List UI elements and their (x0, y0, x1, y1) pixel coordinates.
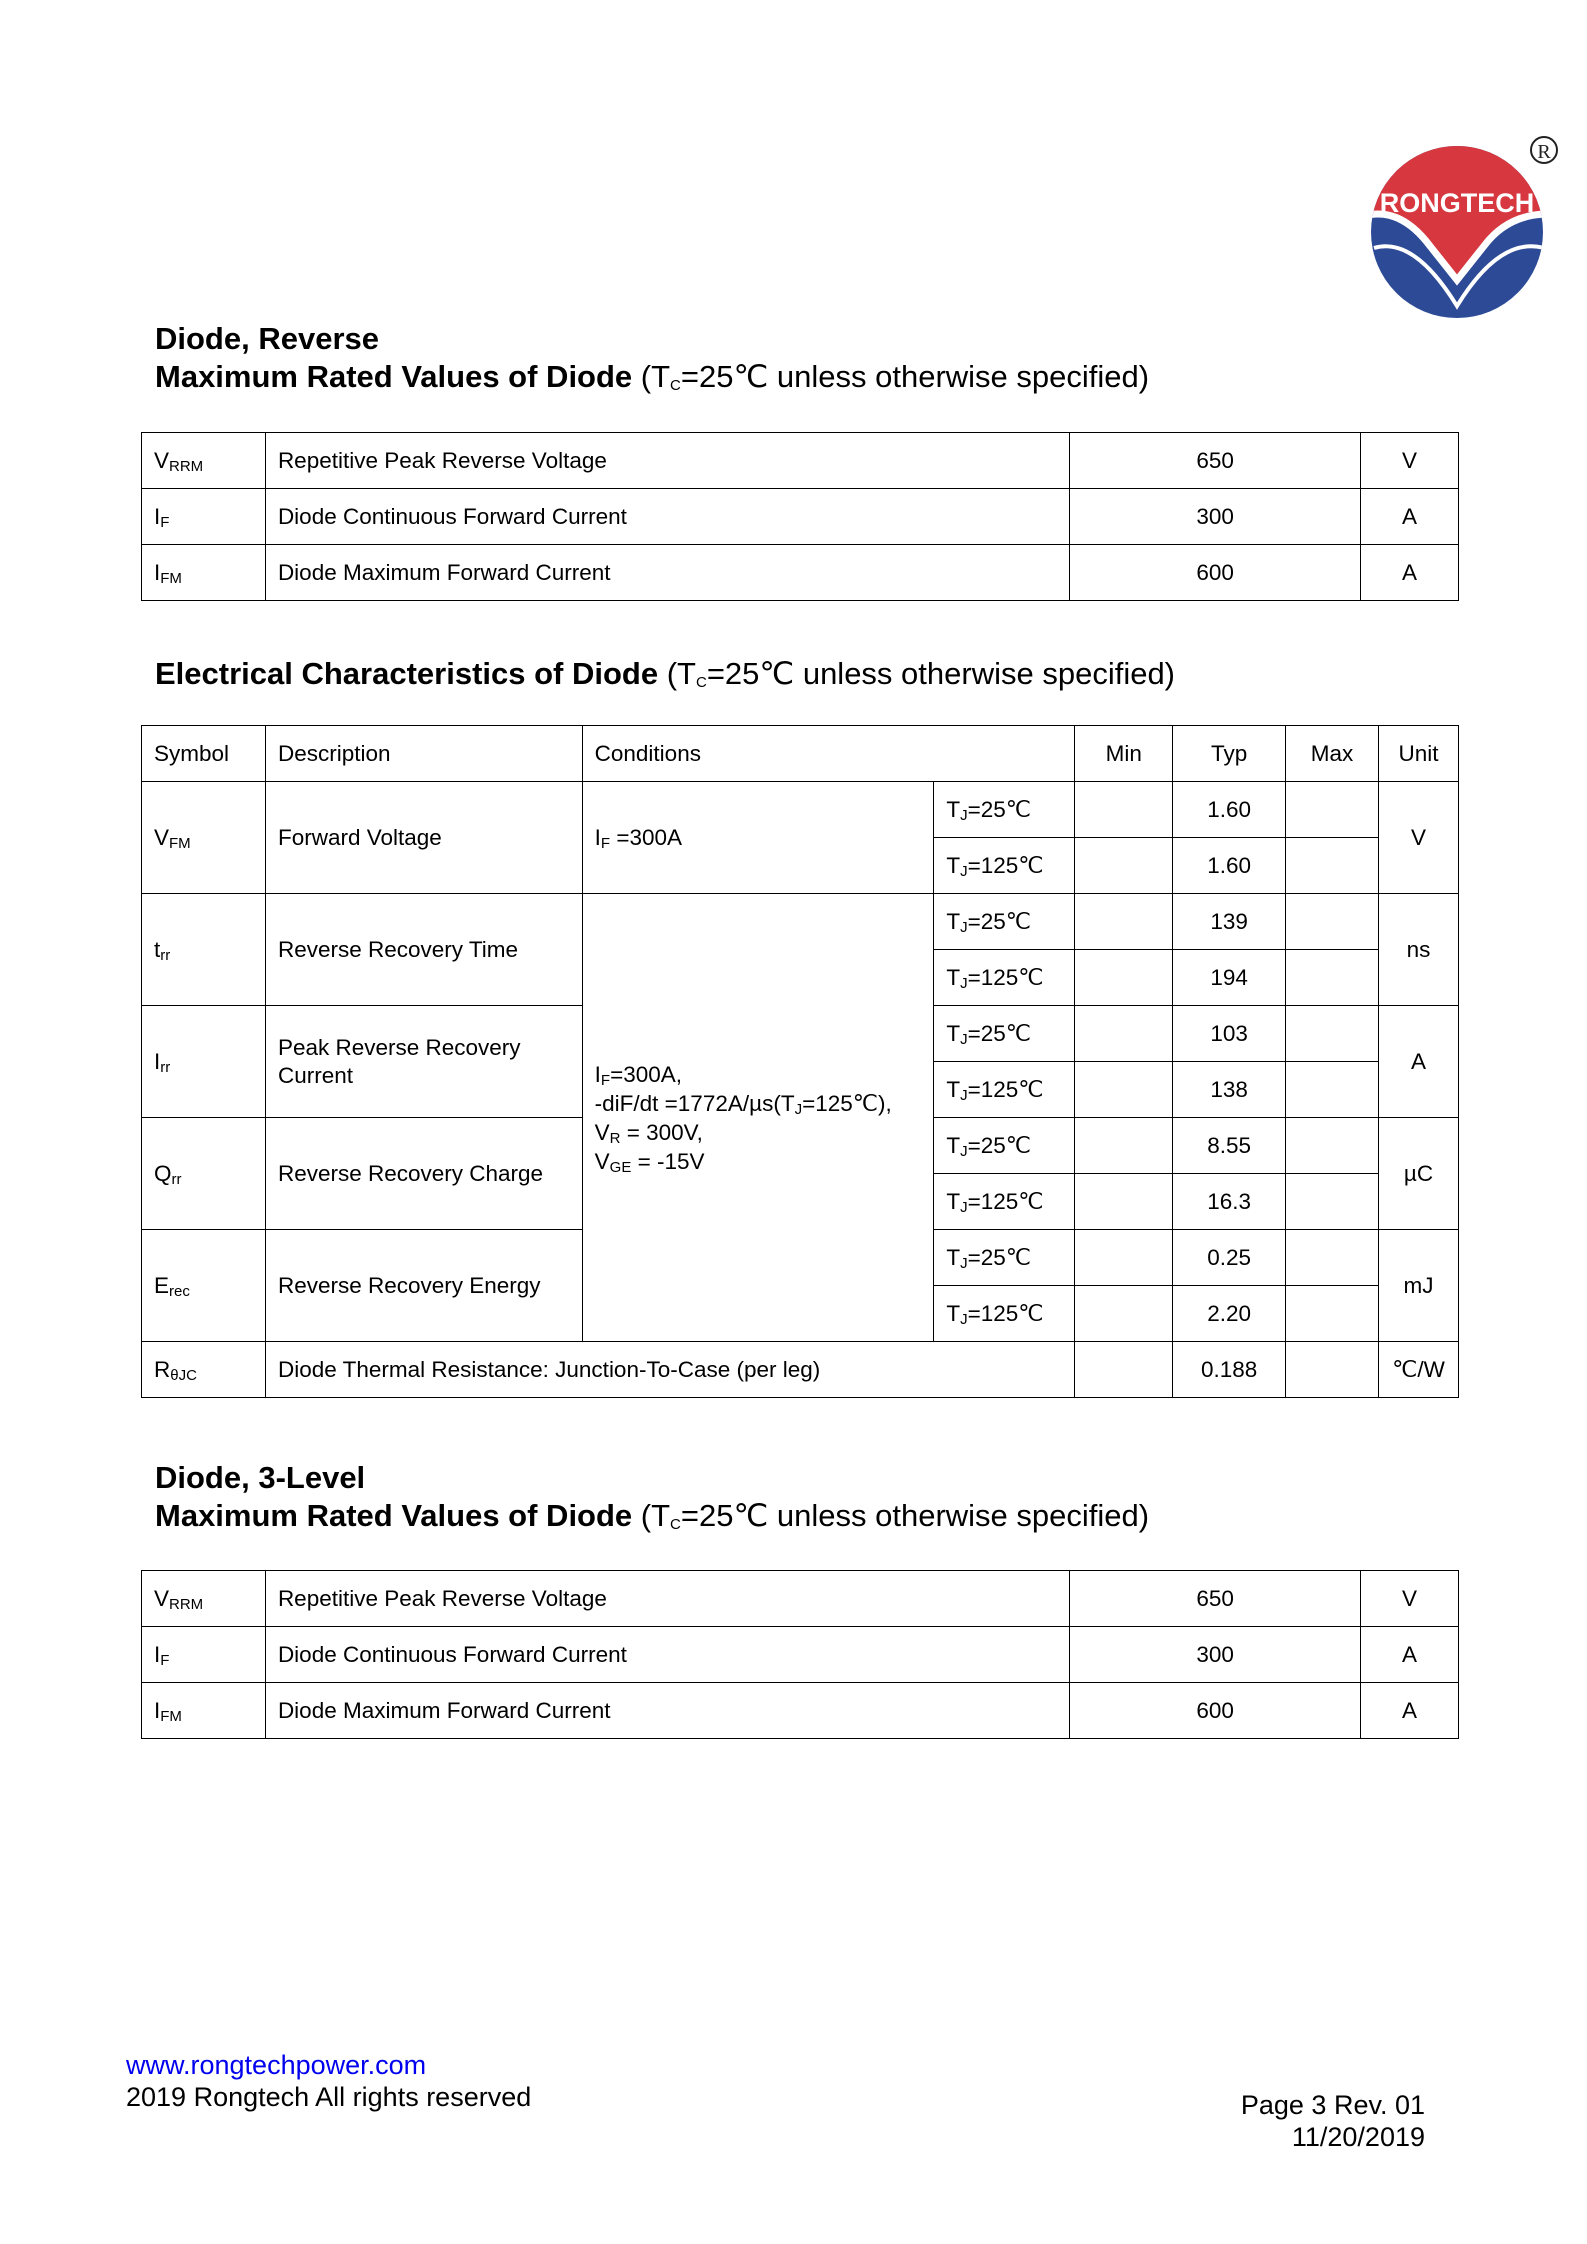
symbol-cell: $R_{\theta JC}$ (142, 1342, 266, 1398)
description-cell: Repetitive Peak Reverse Voltage (265, 1571, 1069, 1627)
section1-subtitle: Maximum Rated Values of Diode (155, 359, 633, 394)
tj-cell: $T_J=25℃$ (934, 1006, 1075, 1062)
description-cell: Forward Voltage (265, 782, 582, 894)
unit-cell: A (1361, 489, 1459, 545)
description-cell: Diode Maximum Forward Current (265, 1683, 1069, 1739)
table-row (142, 1627, 1459, 1683)
symbol-cell: $I_F$ (142, 1627, 266, 1683)
description-cell: Diode Continuous Forward Current (265, 1627, 1069, 1683)
section1-title: Diode, Reverse (155, 321, 379, 356)
electrical-characteristics-table (141, 725, 1459, 1398)
description-cell: Peak Reverse Recovery Current (265, 1006, 582, 1118)
revision-date: 11/20/2019 (1291, 2122, 1425, 2152)
symbol-cell: $I_{FM}$ (142, 1683, 266, 1739)
typ-cell: 139 (1173, 894, 1286, 950)
symbol-cell: $V_{RRM}$ (142, 433, 266, 489)
description-cell: Diode Continuous Forward Current (265, 489, 1069, 545)
unit-cell: V (1361, 1571, 1459, 1627)
section2-heading: Electrical Characteristics of Diode ($T_C=25℃$ unless otherwise specified) (155, 656, 1176, 691)
logo-brand: RONGTECH (1379, 188, 1535, 218)
tj-cell: $T_J=25℃$ (934, 1118, 1075, 1174)
description-cell: Reverse Recovery Charge (265, 1118, 582, 1230)
header-min: Min (1075, 726, 1173, 782)
header-conditions: Conditions (582, 726, 1075, 782)
unit-cell: A (1361, 1627, 1459, 1683)
unit-cell: A (1361, 1683, 1459, 1739)
page-number: Page 3 Rev. 01 (1240, 2090, 1425, 2120)
section3-title: Diode, 3-Level (155, 1460, 366, 1495)
typ-cell: 103 (1173, 1006, 1286, 1062)
description-cell: Diode Thermal Resistance: Junction-To-Case (per leg) (265, 1342, 1074, 1398)
value-cell: 650 (1070, 1571, 1361, 1627)
typ-cell: 1.60 (1173, 838, 1286, 894)
symbol-cell: $V_{RRM}$ (142, 1571, 266, 1627)
table-row (142, 1571, 1459, 1627)
unit-cell: ℃/W (1378, 1342, 1458, 1398)
symbol-cell: $E_{rec}$ (142, 1230, 266, 1342)
max-rated-table-reverse (141, 432, 1459, 601)
value-cell: 300 (1070, 489, 1361, 545)
table-row (142, 1683, 1459, 1739)
tj-cell: $T_J=25℃$ (934, 894, 1075, 950)
website-link[interactable]: www.rongtechpower.com (126, 2050, 427, 2080)
description-cell: Reverse Recovery Energy (265, 1230, 582, 1342)
tj-cell: $T_J=125℃$ (934, 1174, 1075, 1230)
symbol-cell: $I_{rr}$ (142, 1006, 266, 1118)
svg-text:R: R (1537, 141, 1551, 163)
copyright-text: 2019 Rongtech All rights reserved (126, 2082, 532, 2112)
unit-cell: µC (1378, 1118, 1458, 1230)
table-header-row (142, 726, 1459, 782)
header-description: Description (265, 726, 582, 782)
value-cell: 650 (1070, 433, 1361, 489)
unit-cell: mJ (1378, 1230, 1458, 1342)
condition-cell: $I_F =300A$ (582, 782, 934, 894)
unit-cell: V (1361, 433, 1459, 489)
header-symbol: Symbol (142, 726, 266, 782)
table-row (142, 1342, 1459, 1398)
tj-cell: $T_J=25℃$ (934, 782, 1075, 838)
typ-cell: 0.25 (1173, 1230, 1286, 1286)
description-cell: Diode Maximum Forward Current (265, 545, 1069, 601)
typ-cell: 1.60 (1173, 782, 1286, 838)
typ-cell: 16.3 (1173, 1174, 1286, 1230)
value-cell: 600 (1070, 545, 1361, 601)
value-cell: 300 (1070, 1627, 1361, 1683)
unit-cell: A (1361, 545, 1459, 601)
tj-cell: $T_J=125℃$ (934, 838, 1075, 894)
table-row (142, 545, 1459, 601)
section1-heading: Diode, Reverse Maximum Rated Values of Diode ($T_C=25℃$ unless otherwise specified) (155, 321, 1150, 394)
symbol-cell: $I_F$ (142, 489, 266, 545)
table-row (142, 894, 1459, 950)
tj-cell: $T_J=125℃$ (934, 950, 1075, 1006)
table-row (142, 489, 1459, 545)
description-cell: Reverse Recovery Time (265, 894, 582, 1006)
header-typ: Typ (1173, 726, 1286, 782)
unit-cell: ns (1378, 894, 1458, 1006)
symbol-cell: $V_{FM}$ (142, 782, 266, 894)
max-rated-table-3level (141, 1570, 1459, 1739)
table-row (142, 433, 1459, 489)
unit-cell: A (1378, 1006, 1458, 1118)
description-cell: Repetitive Peak Reverse Voltage (265, 433, 1069, 489)
header-unit: Unit (1378, 726, 1458, 782)
section3-heading: Diode, 3-Level Maximum Rated Values of Diode ($T_C=25℃$ unless otherwise specified) (155, 1460, 1150, 1533)
typ-cell: 8.55 (1173, 1118, 1286, 1174)
tj-cell: $T_J=25℃$ (934, 1230, 1075, 1286)
symbol-cell: $I_{FM}$ (142, 545, 266, 601)
tj-cell: $T_J=125℃$ (934, 1062, 1075, 1118)
rongtech-logo (1364, 128, 1570, 328)
symbol-cell: $t_{rr}$ (142, 894, 266, 1006)
typ-cell: 2.20 (1173, 1286, 1286, 1342)
value-cell: 600 (1070, 1683, 1361, 1739)
tj-cell: $T_J=125℃$ (934, 1286, 1075, 1342)
typ-cell: 0.188 (1173, 1342, 1286, 1398)
header-max: Max (1286, 726, 1379, 782)
unit-cell: V (1378, 782, 1458, 894)
section3-subtitle: Maximum Rated Values of Diode (155, 1498, 633, 1533)
typ-cell: 194 (1173, 950, 1286, 1006)
typ-cell: 138 (1173, 1062, 1286, 1118)
symbol-cell: $Q_{rr}$ (142, 1118, 266, 1230)
shared-condition-cell: $I_F=300A$, $-diF/dt =1772A/\mu s(T_J=125℃)$, $V_R = 300V$, $V_{GE} = -15V$ (582, 894, 934, 1342)
table-row (142, 782, 1459, 838)
section2-title: Electrical Characteristics of Diode (155, 656, 659, 691)
